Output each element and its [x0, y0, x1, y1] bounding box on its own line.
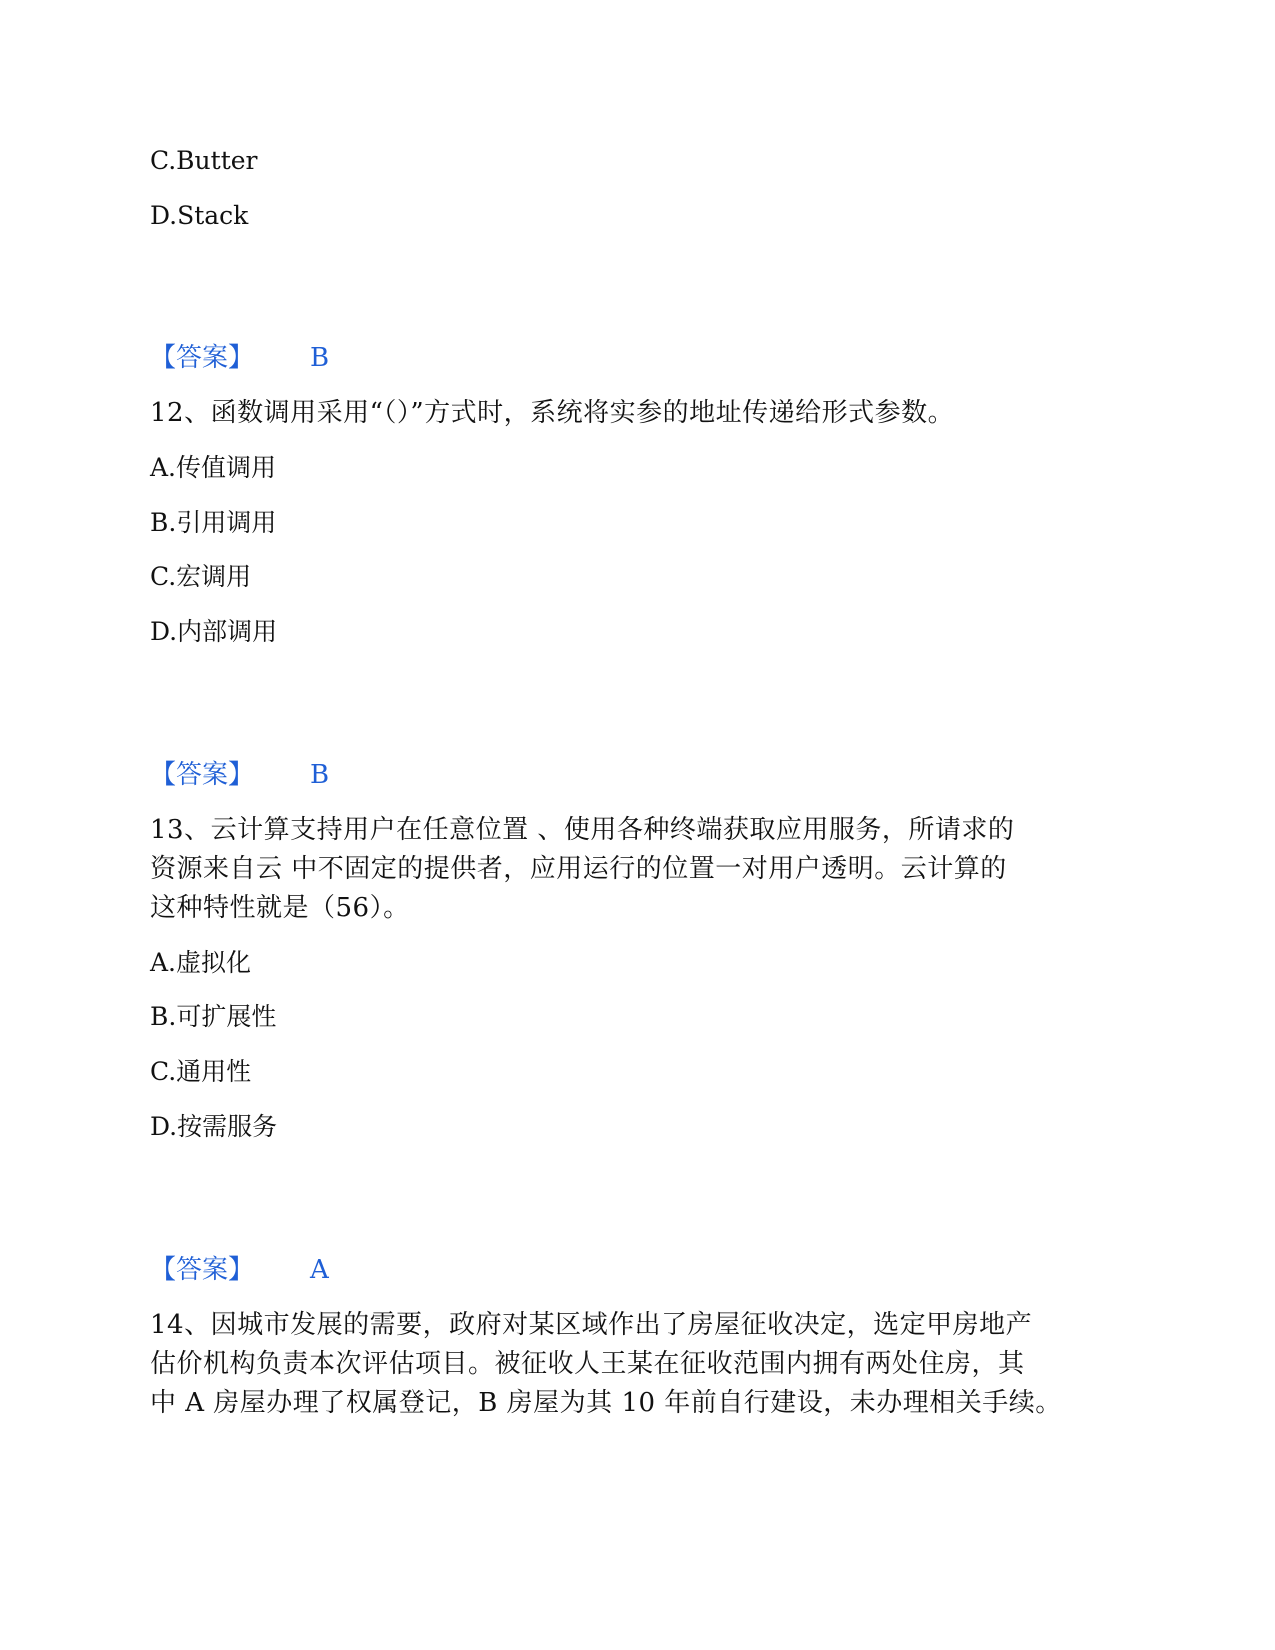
- answer-label: 【答案】: [150, 1255, 255, 1285]
- q12-answer-row: [150, 760, 550, 790]
- q11-option-c: C.Butter: [150, 146, 258, 175]
- q14-stem-line-2: 估价机构负责本次评估项目。被征收人王某在征收范围内拥有两处住房，其: [150, 1349, 1025, 1379]
- q12-option-b: B.引用调用: [150, 508, 277, 537]
- answer-value: B: [310, 760, 330, 790]
- answer-value: A: [310, 1255, 329, 1285]
- q11-option-d: D.Stack: [150, 201, 249, 230]
- q14-stem-line-1: 14、因城市发展的需要，政府对某区域作出了房屋征收决定，选定甲房地产: [150, 1310, 1033, 1340]
- q13-option-b: B.可扩展性: [150, 1002, 277, 1031]
- q13-stem-line-3: 这种特性就是（56）。: [150, 893, 410, 923]
- answer-label: 【答案】: [150, 760, 255, 790]
- q13-option-a: A.虚拟化: [150, 948, 252, 977]
- q13-stem-line-1: 13、云计算支持用户在任意位置 、使用各种终端获取应用服务，所请求的: [150, 815, 1015, 845]
- q12-option-d: D.内部调用: [150, 617, 278, 646]
- q12-option-a: A.传值调用: [150, 453, 277, 482]
- q13-answer-row: [150, 1255, 550, 1285]
- q14-stem-line-3: 中 A 房屋办理了权属登记，B 房屋为其 10 年前自行建设，未办理相关手续。: [150, 1388, 1062, 1418]
- answer-label: 【答案】: [150, 343, 255, 373]
- q13-option-d: D.按需服务: [150, 1112, 278, 1141]
- q12-option-c: C.宏调用: [150, 562, 252, 591]
- q12-stem: 12、函数调用采用“（）”方式时，系统将实参的地址传递给形式参数。: [150, 398, 955, 428]
- q13-stem-line-2: 资源来自云 中不固定的提供者，应用运行的位置一对用户透明。云计算的: [150, 854, 1007, 884]
- q11-answer-row: [150, 343, 550, 373]
- q13-option-c: C.通用性: [150, 1057, 252, 1086]
- answer-value: B: [310, 343, 330, 373]
